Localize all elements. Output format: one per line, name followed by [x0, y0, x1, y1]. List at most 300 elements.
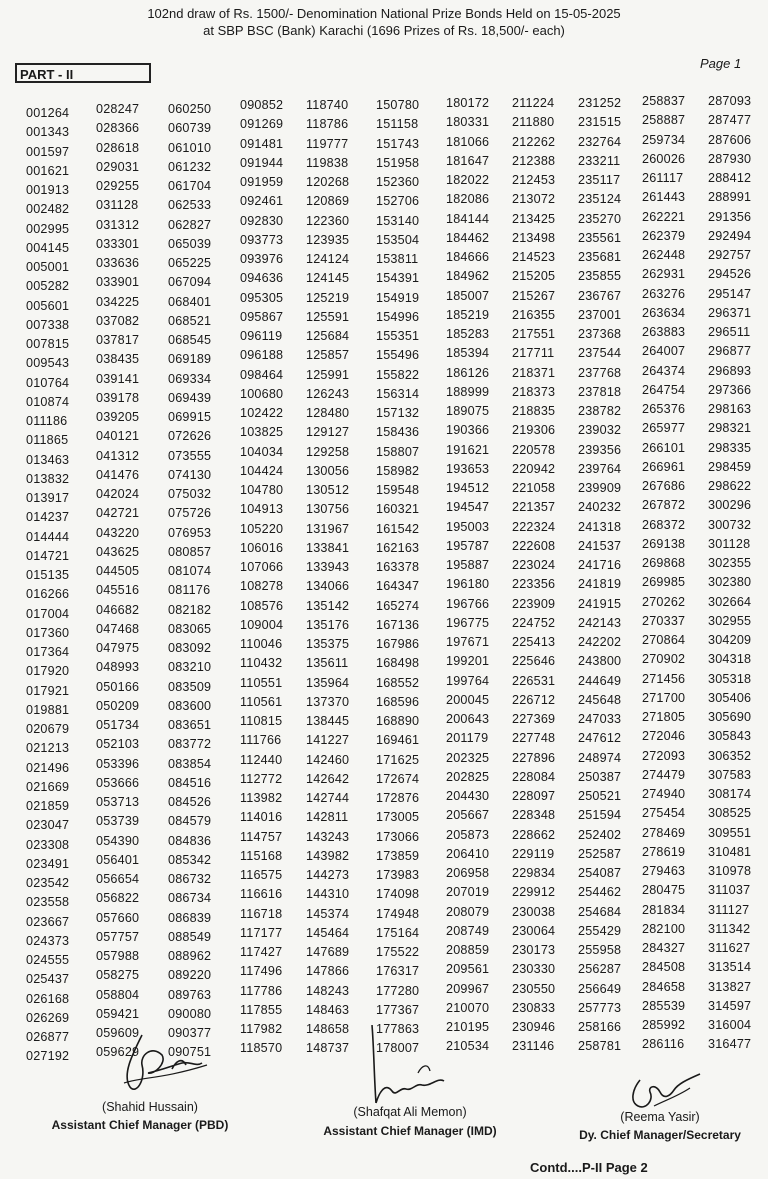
- prize-number: 228097: [512, 789, 556, 803]
- prize-number: 225413: [512, 635, 556, 649]
- prize-number: 125991: [306, 367, 350, 382]
- prize-number: 208079: [446, 904, 490, 919]
- prize-number: 298321: [708, 421, 752, 436]
- prize-number: 135176: [306, 617, 350, 632]
- prize-number: 202325: [446, 750, 490, 765]
- prize-number: 153504: [376, 232, 420, 247]
- prize-number: 142744: [306, 791, 350, 805]
- prize-number: 225646: [512, 654, 556, 669]
- prize-number: 005601: [26, 298, 70, 313]
- prize-number: 112440: [240, 752, 283, 767]
- prize-number: 103825: [240, 425, 284, 440]
- prize-number: 313827: [708, 979, 752, 994]
- prize-number: 059629: [96, 1045, 140, 1060]
- prize-number: 054390: [96, 833, 140, 848]
- prize-number: 150780: [376, 98, 420, 112]
- prize-number: 106016: [240, 540, 284, 555]
- prize-number: 135611: [306, 656, 349, 671]
- prize-number: 262931: [642, 267, 686, 282]
- prize-number: 210195: [446, 1020, 490, 1034]
- prize-number: 196180: [446, 577, 490, 592]
- prize-number: 172674: [376, 771, 420, 786]
- prize-number: 218373: [512, 384, 556, 399]
- prize-number: 298335: [708, 440, 752, 455]
- prize-number: 184666: [446, 250, 490, 264]
- prize-number: 109004: [240, 617, 284, 632]
- prize-number: 061232: [168, 159, 212, 174]
- prize-number: 263634: [642, 305, 686, 320]
- prize-number: 117855: [240, 1002, 283, 1017]
- page-number: Page 1: [700, 56, 742, 71]
- prize-number: 086732: [168, 872, 212, 886]
- prize-number: 148243: [306, 983, 350, 998]
- prize-number: 212453: [512, 173, 556, 187]
- prize-number: 254462: [578, 885, 622, 900]
- prize-number: 226531: [512, 673, 556, 688]
- prize-number: 110046: [240, 637, 283, 651]
- prize-number: 262448: [642, 248, 686, 262]
- prize-number: 001597: [26, 144, 70, 159]
- prize-number: 250521: [578, 789, 622, 803]
- prize-number: 200045: [446, 692, 490, 707]
- prize-number: 230330: [512, 962, 556, 977]
- prize-number: 085342: [168, 852, 212, 867]
- prize-number: 205873: [446, 827, 490, 842]
- prize-number: 208859: [446, 943, 490, 957]
- prize-number: 144310: [306, 887, 350, 902]
- prize-number: 094636: [240, 271, 284, 286]
- prize-number: 174948: [376, 906, 420, 921]
- prize-number: 239356: [578, 442, 622, 457]
- prize-number: 311342: [708, 921, 751, 936]
- prize-number: 159548: [376, 483, 420, 497]
- prize-number: 110551: [240, 675, 283, 690]
- prize-number: 105220: [240, 521, 284, 536]
- prize-number: 083600: [168, 698, 212, 713]
- prize-number: 129258: [306, 444, 350, 459]
- prize-number: 256649: [578, 981, 622, 996]
- prize-number: 195003: [446, 519, 490, 534]
- prize-number: 288991: [708, 190, 752, 205]
- prize-number: 015135: [26, 568, 70, 582]
- prize-number: 155822: [376, 367, 420, 382]
- prize-number: 083092: [168, 641, 212, 655]
- prize-number: 096188: [240, 348, 284, 363]
- prize-number: 241716: [578, 558, 622, 572]
- prize-number: 197671: [446, 635, 490, 649]
- number-column: [446, 94, 506, 1057]
- prize-number: 189075: [446, 404, 490, 418]
- prize-number: 173983: [376, 868, 420, 882]
- prize-number: 065225: [168, 256, 212, 270]
- prize-number: 120268: [306, 175, 350, 189]
- prize-number: 050166: [96, 679, 140, 694]
- prize-number: 168890: [376, 714, 420, 728]
- prize-number: 274940: [642, 787, 686, 801]
- prize-number: 182022: [446, 173, 490, 187]
- prize-number: 236767: [578, 288, 622, 303]
- prize-number: 302380: [708, 575, 752, 590]
- prize-number: 255429: [578, 923, 622, 938]
- prize-number: 167136: [376, 617, 420, 632]
- prize-number: 074130: [168, 467, 212, 482]
- prize-number: 050209: [96, 698, 140, 713]
- prize-number: 029031: [96, 159, 140, 174]
- prize-number: 044505: [96, 564, 140, 578]
- prize-number: 196766: [446, 596, 490, 611]
- prize-number: 233211: [578, 153, 621, 168]
- prize-number: 232764: [578, 134, 622, 149]
- prize-number: 282100: [642, 921, 686, 936]
- prize-number: 237544: [578, 346, 622, 361]
- prize-number: 125591: [306, 309, 350, 324]
- prize-number: 186126: [446, 365, 490, 380]
- prize-number: 104424: [240, 463, 284, 478]
- prize-number: 235124: [578, 192, 622, 207]
- prize-number: 104913: [240, 502, 284, 517]
- prize-number: 230038: [512, 904, 556, 919]
- prize-number: 167986: [376, 637, 420, 651]
- prize-number: 184144: [446, 211, 490, 226]
- prize-number: 120869: [306, 194, 350, 209]
- signatory-title-1: Assistant Chief Manager (PBD): [51, 1118, 229, 1132]
- prize-number: 269138: [642, 536, 686, 551]
- prize-number: 068401: [168, 294, 212, 309]
- prize-number: 075726: [168, 506, 212, 521]
- prize-number: 302955: [708, 613, 752, 628]
- prize-number: 164347: [376, 579, 420, 594]
- prize-number: 061010: [168, 140, 212, 155]
- prize-number: 007815: [26, 337, 70, 351]
- prize-number: 142460: [306, 752, 350, 767]
- prize-number: 114757: [240, 829, 283, 844]
- prize-number: 185394: [446, 346, 490, 361]
- prize-number: 042024: [96, 487, 140, 501]
- prize-number: 250387: [578, 769, 622, 784]
- prize-number: 158982: [376, 463, 420, 478]
- prize-number: 267872: [642, 498, 686, 513]
- prize-number: 126243: [306, 386, 350, 401]
- prize-number: 304318: [708, 652, 752, 667]
- prize-number: 023047: [26, 818, 70, 833]
- prize-number: 284508: [642, 960, 686, 975]
- prize-number: 016266: [26, 587, 70, 602]
- prize-number: 130512: [306, 483, 350, 497]
- prize-number: 023667: [26, 914, 70, 929]
- prize-number: 062533: [168, 198, 212, 213]
- prize-number: 235681: [578, 250, 622, 264]
- prize-number: 308525: [708, 806, 752, 821]
- prize-number: 230064: [512, 923, 556, 938]
- prize-number: 053739: [96, 814, 140, 829]
- prize-number: 028247: [96, 102, 140, 116]
- prize-number: 162163: [376, 540, 420, 555]
- prize-number: 284327: [642, 941, 686, 955]
- prize-number: 227748: [512, 731, 556, 746]
- prize-number: 047975: [96, 641, 140, 655]
- prize-number: 238782: [578, 404, 622, 418]
- prize-number: 075032: [168, 487, 212, 501]
- prize-number: 297366: [708, 382, 752, 397]
- prize-number: 220578: [512, 442, 556, 457]
- prize-number: 294526: [708, 267, 752, 282]
- prize-number: 177863: [376, 1022, 420, 1036]
- prize-number: 118570: [240, 1041, 283, 1056]
- prize-number: 169461: [376, 733, 420, 748]
- prize-number: 095867: [240, 309, 284, 324]
- prize-number: 262379: [642, 228, 686, 243]
- number-column: [376, 96, 436, 1059]
- prize-number: 013917: [26, 491, 70, 505]
- prize-number: 091481: [240, 136, 284, 151]
- prize-number: 172876: [376, 791, 420, 805]
- prize-number: 305690: [708, 710, 752, 724]
- prize-number: 195887: [446, 558, 490, 572]
- prize-number: 091944: [240, 155, 284, 170]
- prize-number: 040121: [96, 429, 140, 444]
- number-column: [96, 100, 156, 1063]
- prize-number: 026168: [26, 991, 70, 1006]
- prize-number: 298622: [708, 479, 752, 493]
- prize-number: 206410: [446, 846, 490, 861]
- prize-number: 240232: [578, 500, 622, 515]
- prize-number: 116616: [240, 887, 283, 902]
- prize-number: 296877: [708, 344, 752, 359]
- prize-number: 305843: [708, 729, 752, 744]
- prize-number: 005282: [26, 279, 70, 294]
- prize-number: 248974: [578, 750, 622, 765]
- prize-number: 081176: [168, 583, 211, 598]
- prize-number: 100680: [240, 386, 284, 401]
- prize-number: 001343: [26, 125, 70, 140]
- prize-number: 117982: [240, 1022, 283, 1036]
- prize-number: 168552: [376, 675, 420, 690]
- prize-number: 083651: [168, 718, 212, 732]
- prize-number: 113982: [240, 791, 283, 805]
- prize-number: 102422: [240, 406, 284, 420]
- prize-number: 199764: [446, 673, 490, 688]
- prize-number: 151958: [376, 155, 420, 170]
- prize-number: 258781: [578, 1039, 622, 1054]
- prize-number: 098464: [240, 367, 284, 382]
- prize-number: 083210: [168, 660, 212, 675]
- prize-number: 067094: [168, 275, 212, 290]
- draw-subtitle: at SBP BSC (Bank) Karachi (1696 Prizes of Rs. 18,500/- each): [203, 23, 565, 38]
- draw-title: 102nd draw of Rs. 1500/- Denomination National Prize Bonds Held on 15-05-2025: [147, 6, 621, 21]
- prize-number: 086734: [168, 891, 212, 906]
- prize-number: 266961: [642, 459, 686, 474]
- prize-number: 045516: [96, 583, 140, 598]
- prize-number: 053396: [96, 756, 140, 771]
- prize-number: 173066: [376, 829, 420, 844]
- prize-number: 196775: [446, 615, 490, 630]
- prize-number: 019881: [26, 702, 70, 717]
- continued-note: Contd....P-II Page 2: [530, 1160, 648, 1175]
- prize-number: 272046: [642, 729, 686, 744]
- prize-number: 209967: [446, 981, 490, 996]
- prize-number: 014237: [26, 510, 70, 525]
- prize-number: 090377: [168, 1026, 212, 1040]
- prize-number: 263883: [642, 325, 686, 339]
- prize-number: 310978: [708, 864, 752, 878]
- signature-shafqat-ali-memon: [360, 1025, 460, 1110]
- prize-number: 038435: [96, 352, 140, 367]
- prize-number: 095305: [240, 290, 284, 305]
- prize-number: 119777: [306, 136, 349, 151]
- prize-number: 263276: [642, 286, 686, 301]
- prize-number: 092461: [240, 194, 284, 209]
- prize-number: 123935: [306, 232, 350, 247]
- prize-number: 235561: [578, 230, 622, 245]
- prize-number: 224752: [512, 615, 556, 630]
- prize-number: 088962: [168, 949, 212, 963]
- prize-number: 298163: [708, 402, 752, 416]
- prize-number: 230173: [512, 943, 556, 957]
- prize-number: 237368: [578, 327, 622, 341]
- prize-number: 010874: [26, 394, 70, 409]
- prize-number: 157132: [376, 406, 420, 420]
- prize-number: 223909: [512, 596, 556, 611]
- number-column: [26, 104, 86, 1067]
- prize-number: 235117: [578, 173, 621, 187]
- prize-number: 286116: [642, 1037, 685, 1052]
- prize-number: 110815: [240, 714, 283, 728]
- prize-number: 041312: [96, 448, 140, 463]
- prize-number: 069439: [168, 390, 212, 405]
- prize-number: 310481: [708, 844, 752, 859]
- prize-number: 241537: [578, 538, 622, 553]
- prize-number: 269985: [642, 575, 686, 590]
- prize-number: 158436: [376, 425, 420, 440]
- prize-number: 255958: [578, 943, 622, 957]
- prize-number: 084579: [168, 814, 212, 829]
- prize-number: 260026: [642, 151, 686, 166]
- prize-number: 061704: [168, 179, 212, 193]
- number-column: [168, 100, 228, 1063]
- prize-number: 014444: [26, 529, 70, 544]
- prize-number: 229119: [512, 846, 555, 861]
- prize-number: 279463: [642, 864, 686, 878]
- prize-number: 092830: [240, 213, 284, 228]
- signatory-title-2: Assistant Chief Manager (IMD): [323, 1124, 497, 1138]
- prize-number: 116575: [240, 868, 283, 882]
- prize-number: 041476: [96, 467, 140, 482]
- prize-number: 039141: [96, 371, 140, 386]
- prize-number: 068545: [168, 333, 212, 347]
- prize-number: 116718: [240, 906, 283, 921]
- prize-number: 173859: [376, 848, 420, 863]
- prize-number: 110432: [240, 656, 283, 671]
- prize-number: 271805: [642, 710, 686, 724]
- prize-number: 235855: [578, 269, 622, 284]
- prize-number: 114016: [240, 810, 283, 825]
- prize-number: 229834: [512, 866, 556, 880]
- prize-number: 118740: [306, 98, 349, 112]
- prize-number: 145374: [306, 906, 350, 921]
- prize-number: 185283: [446, 327, 490, 341]
- prize-number: 301128: [708, 536, 751, 551]
- prize-number: 089763: [168, 987, 212, 1002]
- prize-number: 104034: [240, 444, 284, 459]
- prize-number: 133943: [306, 560, 350, 574]
- prize-number: 309551: [708, 825, 752, 840]
- number-column: [708, 92, 768, 1055]
- prize-number: 201179: [446, 731, 489, 746]
- prize-number: 258837: [642, 94, 686, 108]
- prize-number: 226712: [512, 692, 556, 707]
- prize-number: 288412: [708, 171, 752, 185]
- prize-number: 264007: [642, 344, 686, 359]
- prize-number: 155496: [376, 348, 420, 363]
- prize-number: 254087: [578, 866, 622, 880]
- prize-number: 033301: [96, 236, 140, 251]
- prize-number: 221357: [512, 500, 556, 515]
- prize-number: 135964: [306, 675, 350, 690]
- prize-number: 039178: [96, 390, 140, 405]
- prize-number: 124124: [306, 252, 350, 266]
- prize-number: 027192: [26, 1049, 70, 1064]
- prize-number: 191621: [446, 442, 490, 457]
- number-column: [578, 94, 638, 1057]
- prize-number: 237818: [578, 384, 622, 399]
- prize-number: 014721: [26, 548, 70, 563]
- prize-number: 122360: [306, 213, 350, 228]
- prize-number: 039205: [96, 410, 140, 424]
- prize-number: 269868: [642, 556, 686, 570]
- prize-number: 258166: [578, 1020, 622, 1034]
- prize-number: 152706: [376, 194, 420, 209]
- prize-number: 305318: [708, 671, 752, 686]
- prize-number: 024373: [26, 933, 70, 948]
- prize-number: 298459: [708, 459, 752, 474]
- prize-number: 001264: [26, 106, 70, 120]
- prize-number: 204430: [446, 789, 490, 803]
- prize-number: 083772: [168, 737, 212, 752]
- prize-number: 184462: [446, 230, 490, 245]
- prize-number: 256287: [578, 962, 622, 977]
- prize-number: 278619: [642, 844, 686, 859]
- prize-number: 017364: [26, 645, 70, 659]
- prize-number: 013832: [26, 471, 70, 486]
- prize-number: 254684: [578, 904, 622, 919]
- prize-number: 043220: [96, 525, 140, 540]
- prize-number: 213425: [512, 211, 556, 226]
- prize-number: 199201: [446, 654, 490, 669]
- prize-number: 031312: [96, 217, 140, 232]
- prize-number: 076953: [168, 525, 212, 540]
- prize-number: 028366: [96, 121, 140, 136]
- prize-number: 178007: [376, 1041, 420, 1056]
- prize-number: 093773: [240, 232, 284, 247]
- prize-number: 154996: [376, 309, 420, 324]
- prize-number: 231146: [512, 1039, 555, 1054]
- prize-number: 028618: [96, 140, 140, 155]
- prize-number: 047468: [96, 621, 140, 636]
- prize-number: 228662: [512, 827, 556, 842]
- prize-number: 017920: [26, 664, 70, 679]
- prize-number: 069334: [168, 371, 212, 386]
- prize-number: 001913: [26, 183, 70, 197]
- prize-number: 296371: [708, 305, 752, 320]
- prize-number: 281834: [642, 902, 686, 917]
- prize-number: 021496: [26, 760, 70, 775]
- prize-number: 227896: [512, 750, 556, 765]
- prize-number: 241318: [578, 519, 622, 534]
- prize-number: 023491: [26, 856, 70, 871]
- prize-number: 073555: [168, 448, 212, 463]
- prize-number: 065039: [168, 236, 212, 251]
- prize-number: 194512: [446, 481, 490, 495]
